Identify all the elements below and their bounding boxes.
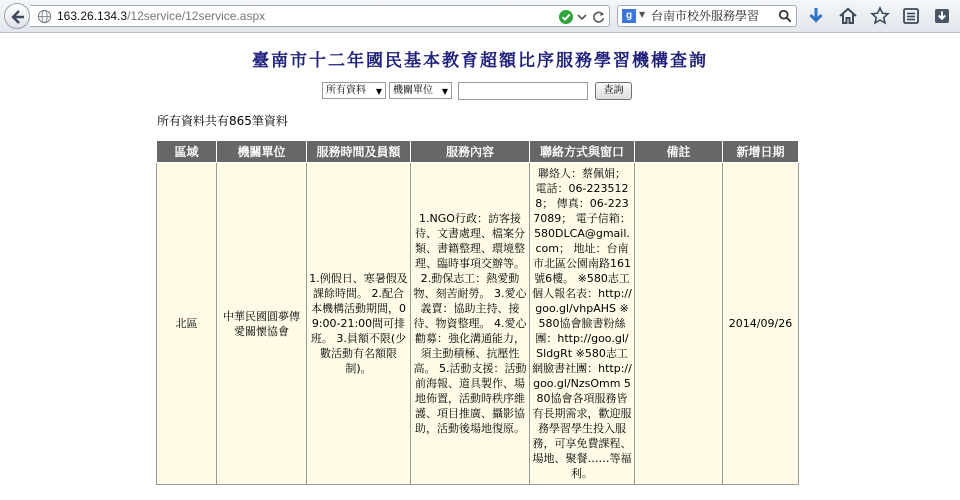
url-path: /12service/12service.aspx [127,9,266,23]
chevron-down-icon: ▼ [441,87,448,96]
cell-region: 北區 [157,163,217,485]
cell-time: 1.例假日、寒暑假及課餘時間。 2.配合本機構活動期間，09:00-21:00間可排班。 3.員額不限(少數活動有名額限制)。 [307,163,411,485]
bookmark-star-icon[interactable] [870,6,890,26]
browser-toolbar [0,0,960,33]
header-region: 區域 [157,141,217,163]
bookmarks-menu-icon[interactable] [901,6,921,26]
table-header-row [157,141,799,163]
cell-note [635,163,723,485]
dropdown-arrow-icon[interactable] [575,9,589,25]
home-icon[interactable] [838,6,858,26]
cell-date: 2014/09/26 [723,163,799,485]
downloads-panel-icon[interactable] [932,6,952,26]
result-count: 所有資料共有865筆資料 [157,114,288,128]
search-bar[interactable] [617,5,797,27]
header-org: 機關單位 [217,141,307,163]
header-note: 備註 [635,141,723,163]
search-engine-caret-icon[interactable]: ▼ [639,10,646,19]
back-button[interactable] [4,3,30,29]
back-arrow-icon [10,9,26,25]
url-text [57,9,265,23]
results-table [156,140,799,485]
magnifier-icon[interactable] [778,9,792,23]
field-select[interactable] [389,82,452,99]
data-scope-select-value: 所有資料 [326,85,366,96]
reload-icon[interactable] [592,9,606,25]
header-contact: 聯絡方式與窗口 [530,141,635,163]
table-row [157,163,799,485]
cell-contact: 聯絡人：蔡佩娟； 電話：06-2235128； 傳真：06-2237089； 電子信箱：580DLCA@gmail.com； 地址：台南市北區公園南路161號6樓。 ※580志工個人報名表：http://goo.gl/vhpAHS ※580協會臉書粉絲團：http://goo.gl/SldgRt ※580志工網臉書社團：http://goo.gl/NzsOmm 580協會各項服務皆有長期需求，歡迎服務學習學生投入服務，可享免費課程、場地、聚餐……等福利。 [530,163,635,485]
header-content: 服務內容 [411,141,530,163]
keyword-input[interactable] [458,82,588,100]
address-bar[interactable] [30,5,610,27]
query-button[interactable]: 查詢 [595,82,632,100]
verified-check-icon[interactable] [558,9,574,25]
data-scope-select[interactable] [322,82,386,99]
header-time: 服務時間及員額 [307,141,411,163]
search-bar-text: 台南市校外服務學習 [651,9,760,23]
chevron-down-icon: ▼ [375,87,382,96]
download-icon[interactable] [806,6,826,26]
cell-org: 中華民國圓夢傳愛關懷協會 [217,163,307,485]
url-host: 163.26.134.3 [57,9,128,23]
google-icon[interactable]: g [622,9,636,23]
field-select-value: 機關單位 [393,85,433,96]
globe-icon [37,9,52,24]
page-title: 臺南市十二年國民基本教育超額比序服務學習機構查詢 [252,51,708,71]
header-date: 新增日期 [723,141,799,163]
cell-content: 1.NGO行政：訪客接待、文書處理、檔案分類、書籍整理、環境整理、臨時事項交辦等。 2.動保志工：熱愛動物、刻苦耐勞。 3.愛心義賣：協助主持、接待、物資整理。 4.愛心勸募：強化溝通能力，須主動積極、抗壓性高。 5.活動支援：活動前海報、道具製作、場地佈置，活動時秩序維護、項目推廣、攝影協助，活動後場地復原。 [411,163,530,485]
